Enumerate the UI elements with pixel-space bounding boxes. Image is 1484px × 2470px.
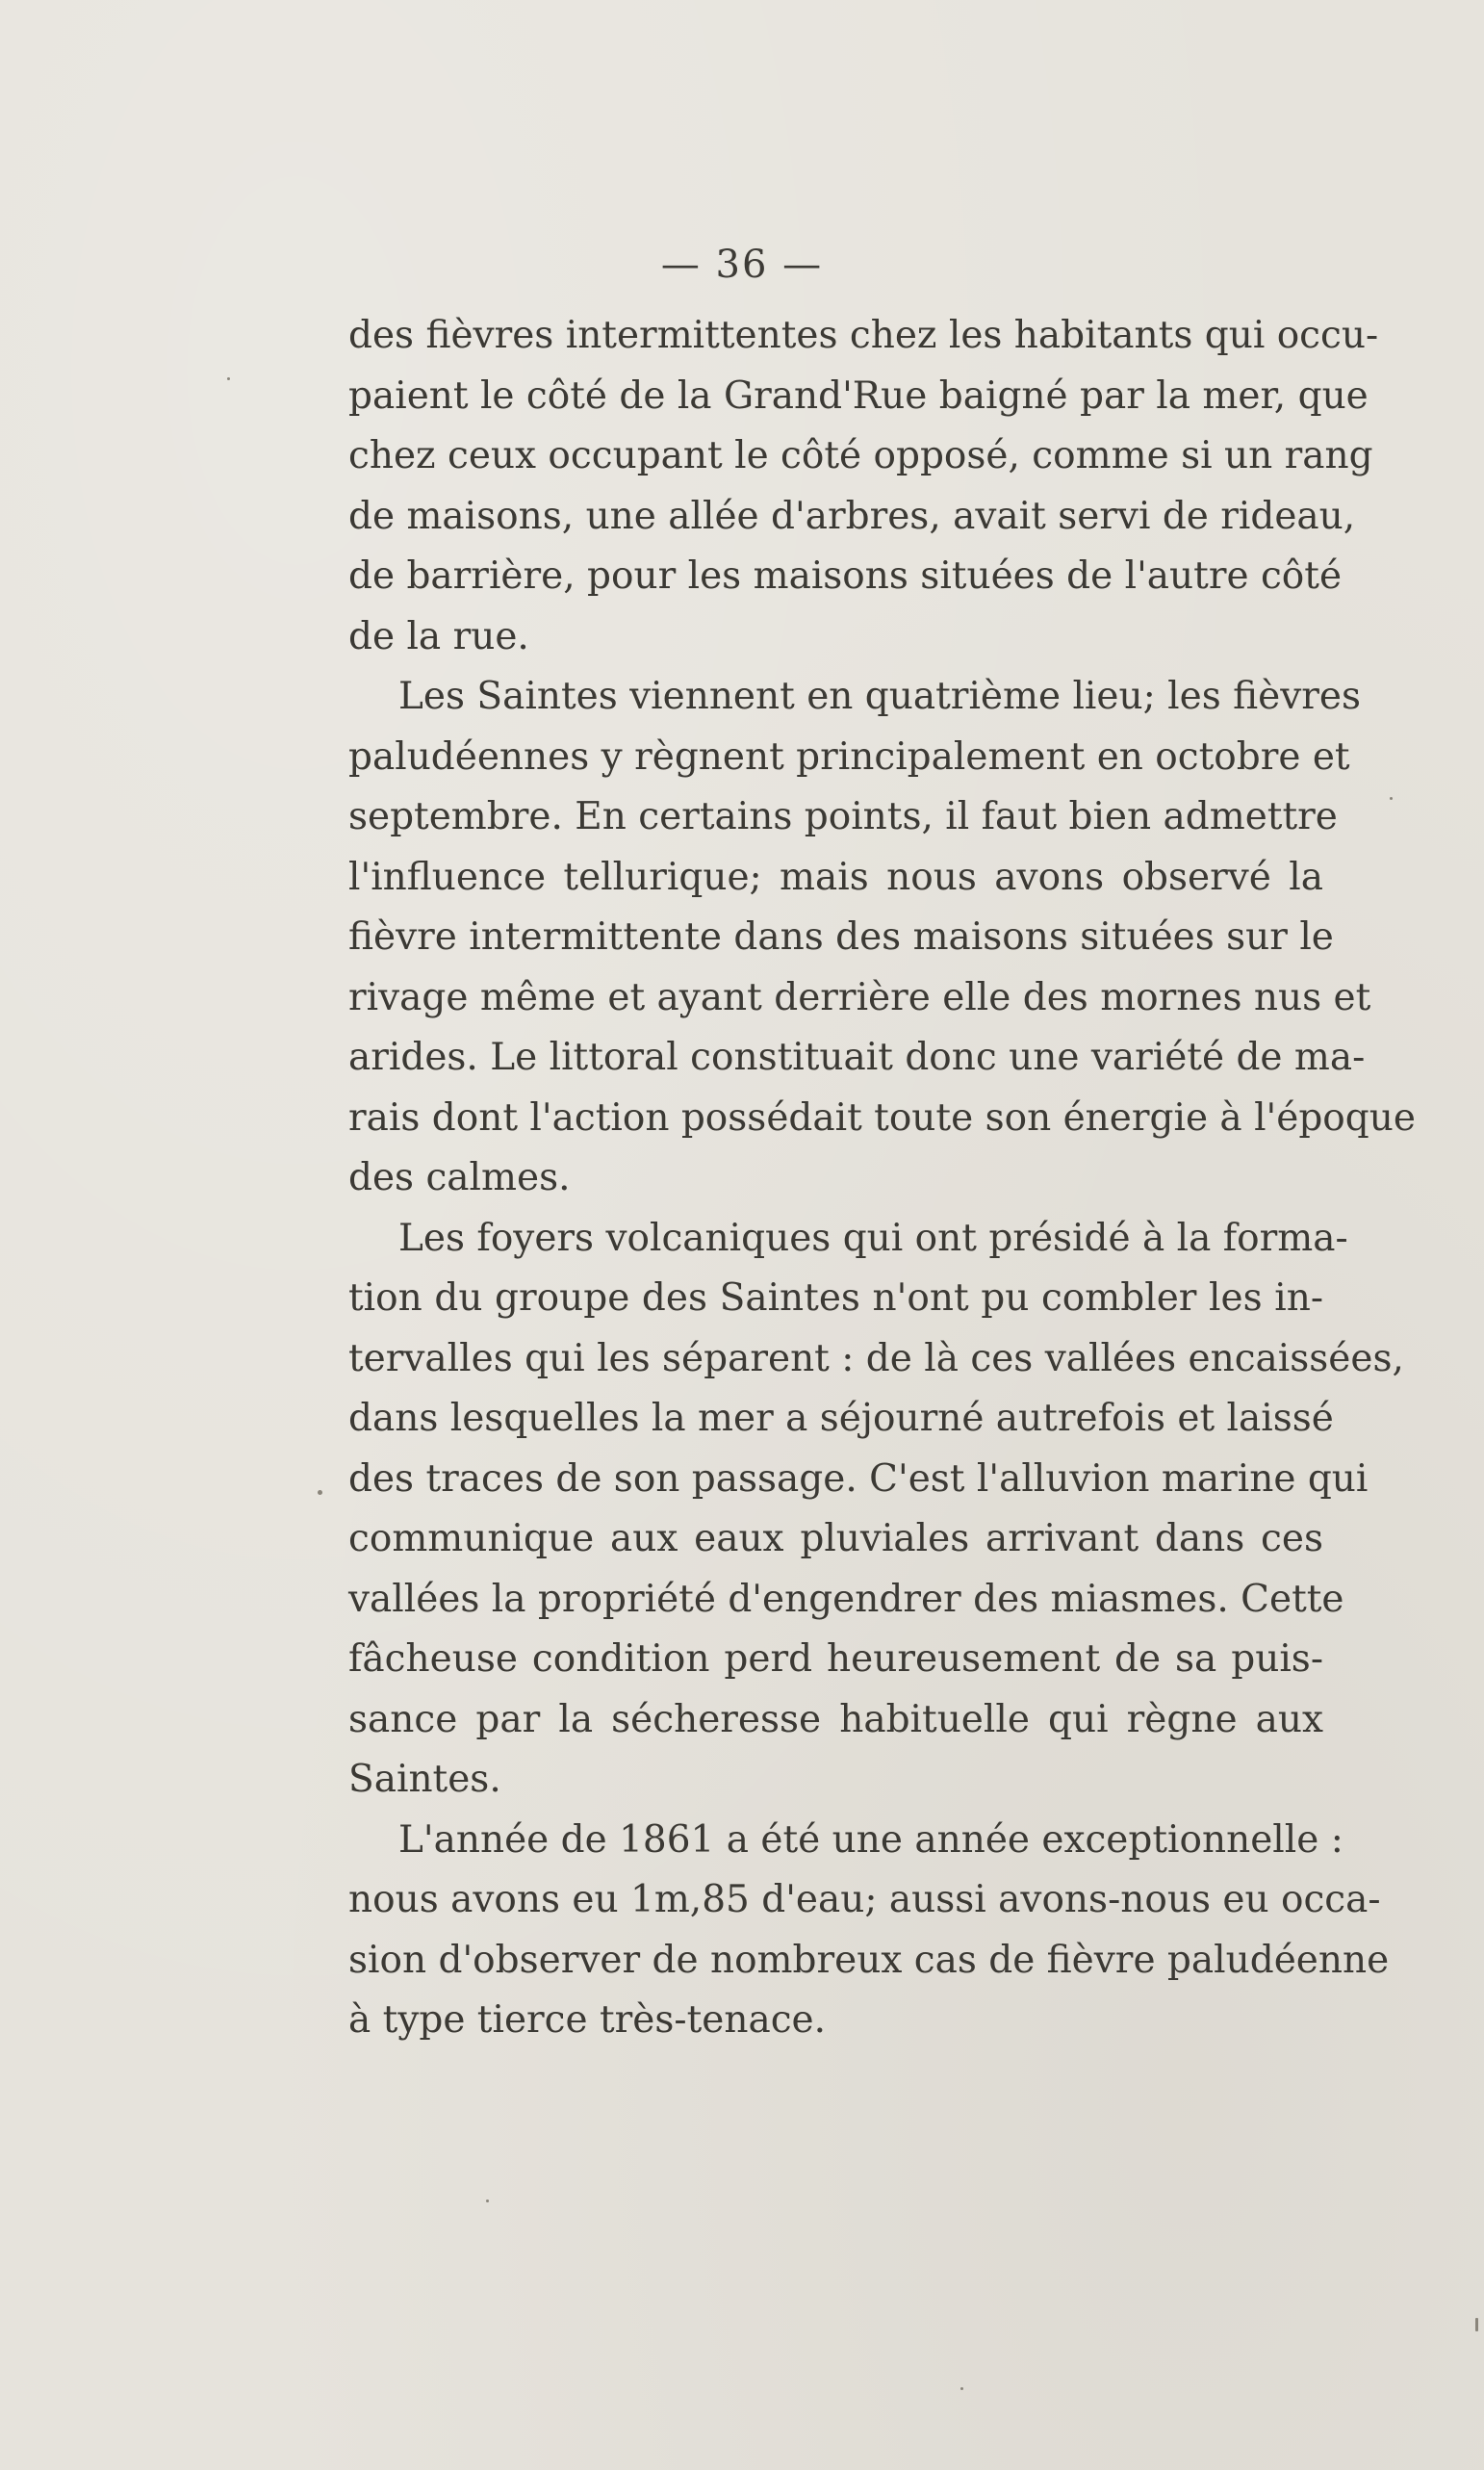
text-line: fâcheuse condition perd heureusement de sa puis- [348, 1637, 1323, 1681]
text-line: communique aux eaux pluviales arrivant dans ces [348, 1517, 1323, 1560]
text-line: Saintes. [348, 1758, 501, 1801]
paragraph-3 [348, 1209, 1404, 1811]
text-line: sion d'observer de nombreux cas de fièvre paludéenne [348, 1938, 1390, 1982]
text-line: paludéennes y règnent principalement en octobre et [348, 734, 1350, 779]
text-line: chez ceux occupant le côté opposé, comme si un rang [348, 434, 1373, 477]
text-line: fièvre intermittente dans des maisons situées sur le [348, 915, 1334, 959]
text-line: l'influence tellurique; mais nous avons observé la [348, 855, 1323, 899]
paper-speck [318, 1490, 322, 1495]
text-line: rais dont l'action possédait toute son énergie à l'époque [348, 1095, 1416, 1140]
text-line: paient le côté de la Grand'Rue baigné par la mer, que [348, 373, 1369, 418]
paper-speck [1475, 2318, 1478, 2331]
text-line: de barrière, pour les maisons situées de l'autre côté [348, 554, 1343, 598]
text-line: dans lesquelles la mer a séjourné autrefois et laissé [348, 1397, 1334, 1440]
paragraph-4 [348, 1811, 1390, 2051]
text-line: septembre. En certains points, il faut bien admettre [348, 795, 1338, 838]
text-line: arides. Le littoral constituait donc une variété de ma- [348, 1036, 1366, 1079]
paragraph-2 [348, 667, 1416, 1209]
text-line: Les foyers volcaniques qui ont présidé à la forma- [398, 1216, 1348, 1260]
text-line: des fièvres intermittentes chez les habitants qui occu- [348, 314, 1379, 357]
body-text [348, 306, 1416, 2051]
paper-speck [1390, 797, 1393, 800]
text-line: de maisons, une allée d'arbres, avait servi de rideau, [348, 494, 1356, 538]
text-line: des traces de son passage. C'est l'alluvion marine qui [348, 1456, 1369, 1501]
text-line: vallées la propriété d'engendrer des miasmes. Cette [348, 1577, 1344, 1621]
text-line: de la rue. [348, 614, 529, 658]
page-number: — 36 — [660, 243, 824, 287]
paper-speck [486, 2200, 489, 2202]
text-line: à type tierce très-tenace. [348, 1998, 827, 2042]
text-line: Les Saintes viennent en quatrième lieu; les fièvres [398, 675, 1361, 718]
text-line: des calmes. [348, 1156, 571, 1199]
paragraph-1 [348, 306, 1379, 667]
text-line: tion du groupe des Saintes n'ont pu combler les in- [348, 1276, 1323, 1320]
paper-speck [227, 377, 230, 380]
paper-speck [960, 2387, 963, 2390]
text-line: nous avons eu 1m,85 d'eau; aussi avons-nous eu occa- [348, 1878, 1381, 1921]
text-line: rivage même et ayant derrière elle des mornes nus et [348, 975, 1371, 1019]
text-line: tervalles qui les séparent : de là ces vallées encaissées, [348, 1336, 1404, 1380]
text-line: sance par la sécheresse habituelle qui règne aux [348, 1697, 1323, 1741]
text-line: L'année de 1861 a été une année exceptionnelle : [398, 1817, 1343, 1862]
